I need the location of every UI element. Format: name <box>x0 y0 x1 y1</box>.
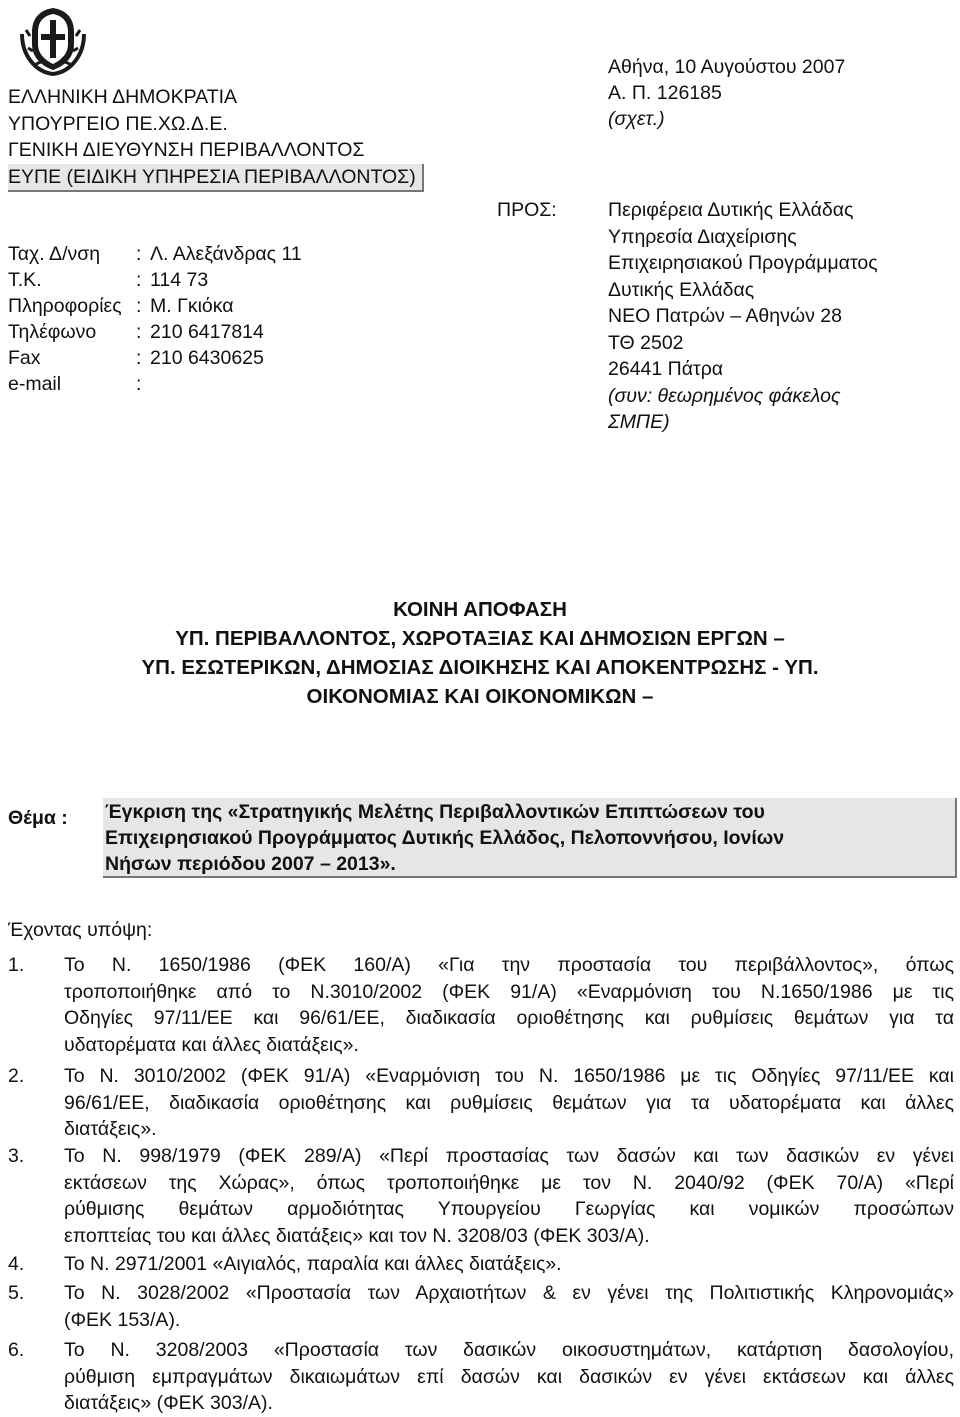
item-line: Το Ν. 2971/2001 «Αιγιαλός, παραλία και άλλες διατάξεις». <box>64 1253 562 1275</box>
greek-coat-of-arms-emblem <box>16 4 90 78</box>
header-line-service: ΕΥΠΕ (ΕΙΔΙΚΗ ΥΠΗΡΕΣΙΑ ΠΕΡΙΒΑΛΛΟΝΤΟΣ) <box>8 164 424 193</box>
item-line: Το Ν. 3028/2002 «Προστασία των Αρχαιοτήτων & εν γένει της Πολιτιστικής Κληρονομιάς» <box>64 1282 954 1304</box>
item-line: Το Ν. 1650/1986 (ΦΕΚ 160/Α) «Για την προστασία του περιβάλλοντος», όπως <box>64 954 954 976</box>
header-line-republic: ΕΛΛΗΝΙΚΗ ΔΗΜΟΚΡΑΤΙΑ <box>8 86 238 108</box>
addressee-line: ΤΘ 2502 <box>608 331 684 354</box>
item-number: 3. <box>8 1145 25 1167</box>
item-line: Το Ν. 998/1979 (ΦΕΚ 289/Α) «Περί προστασίας των δασών και των δασικών εν γένει <box>64 1145 954 1167</box>
contact-row: Ταχ. Δ/νση : Λ. Αλεξάνδρας 11 <box>8 243 302 265</box>
item-line: διατάξεις». <box>64 1118 157 1140</box>
item-number: 5. <box>8 1282 25 1304</box>
place-date: Αθήνα, 10 Αυγούστου 2007 <box>608 56 846 78</box>
decision-title <box>0 595 960 711</box>
item-line: Το Ν. 3208/2003 «Προστασία των δασικών οικοσυστημάτων, κατάρτιση δασολογίου, <box>64 1339 954 1361</box>
item-line: Το Ν. 3010/2002 (ΦΕΚ 91/Α) «Εναρμόνιση του Ν. 1650/1986 με τις Οδηγίες 97/11/ΕΕ και <box>64 1065 954 1087</box>
subject-box <box>103 798 957 878</box>
header-line-directorate: ΓΕΝΙΚΗ ΔΙΕΥΘΥΝΣΗ ΠΕΡΙΒΑΛΛΟΝΤΟΣ <box>8 139 365 161</box>
document-meta <box>608 54 845 132</box>
item-number: 2. <box>8 1065 25 1087</box>
contact-value: 114 73 <box>150 269 209 291</box>
to-label: ΠΡΟΣ: <box>497 199 557 221</box>
addressee-line: ΣΜΠΕ) <box>608 411 670 433</box>
item-line: τροποποιήθηκε από το Ν.3010/2002 (ΦΕΚ 91/Α) «Εναρμόνιση του Ν.1650/1986 με τις <box>64 980 954 1003</box>
item-line: ρύθμισης θεμάτων αρμοδιότητας Υπουργείου Γεωργίας και νομικών προσώπων <box>64 1198 954 1220</box>
addressee-block <box>608 197 878 436</box>
contact-key: Ταχ. Δ/νση <box>8 243 101 265</box>
item-line: Οδηγίες 97/11/ΕΕ και 96/61/ΕΕ, διαδικασία οριοθέτησης και ρυθμίσεις θεμάτων για τα <box>64 1007 954 1029</box>
title-line: ΟΙΚΟΝΟΜΙΑΣ ΚΑΙ ΟΙΚΟΝΟΜΙΚΩΝ – <box>306 685 654 708</box>
subject-line: Έγκριση της «Στρατηγικής Μελέτης Περιβαλλοντικών Επιπτώσεων του <box>105 801 765 823</box>
contact-key: Τ.Κ. <box>8 269 42 291</box>
addressee-line: Επιχειρησιακού Προγράμματος <box>608 252 878 274</box>
contact-details <box>8 241 408 397</box>
item-number: 6. <box>8 1339 25 1361</box>
title-line: ΥΠ. ΠΕΡΙΒΑΛΛΟΝΤΟΣ, ΧΩΡΟΤΑΞΙΑΣ ΚΑΙ ΔΗΜΟΣΙΩΝ ΕΡΓΩΝ – <box>175 627 785 650</box>
title-line: ΥΠ. ΕΣΩΤΕΡΙΚΩΝ, ΔΗΜΟΣΙΑΣ ΔΙΟΙΚΗΣΗΣ ΚΑΙ ΑΠΟΚΕΝΤΡΩΣΗΣ - ΥΠ. <box>141 656 819 679</box>
protocol-number: Α. Π. 126185 <box>608 82 722 104</box>
addressee-line: 26441 Πάτρα <box>608 358 724 380</box>
contact-value: 210 6417814 <box>150 321 264 343</box>
header-line-ministry: ΥΠΟΥΡΓΕΙΟ ΠΕ.ΧΩ.Δ.Ε. <box>8 112 228 135</box>
contact-row: Τ.Κ. : 114 73 <box>8 269 209 291</box>
title-line: ΚΟΙΝΗ ΑΠΟΦΑΣΗ <box>393 598 567 621</box>
issuer-header <box>8 84 428 192</box>
item-line: ρύθμιση εμπραγμάτων δικαιωμάτων επί δασών και δασικών εν γένει εκτάσεων και άλλες <box>64 1365 954 1388</box>
item-line: εποπτείας του και άλλες διατάξεις» και τον Ν. 3208/03 (ΦΕΚ 303/Α). <box>64 1224 650 1247</box>
addressee-line: Δυτικής Ελλάδας <box>608 278 755 301</box>
contact-row: e-mail : <box>8 373 142 395</box>
contact-row: Τηλέφωνο : 210 6417814 <box>8 321 264 343</box>
subject-line: Νήσων περιόδου 2007 – 2013». <box>105 853 396 875</box>
contact-key: e-mail <box>8 373 62 395</box>
considering-heading: Έχοντας υπόψη: <box>8 919 153 941</box>
contact-key: Τηλέφωνο <box>8 321 97 343</box>
subject-label: Θέμα : <box>8 807 68 829</box>
addressee-line: Περιφέρεια Δυτικής Ελλάδας <box>608 199 854 221</box>
addressee-line: ΝΕΟ Πατρών – Αθηνών 28 <box>608 305 842 327</box>
reference-note: (σχετ.) <box>608 108 665 130</box>
subject-line: Επιχειρησιακού Προγράμματος Δυτικής Ελλάδος, Πελοποννήσου, Ιονίων <box>105 827 785 849</box>
addressee-line: (συν: θεωρημένος φάκελος <box>608 384 841 407</box>
item-line: (ΦΕΚ 153/Α). <box>64 1308 181 1331</box>
contact-row: Πληροφορίες : Μ. Γκιόκα <box>8 295 234 317</box>
item-line: διατάξεις» (ΦΕΚ 303/Α). <box>64 1392 273 1414</box>
contact-key: Fax <box>8 347 41 369</box>
item-number: 4. <box>8 1253 25 1275</box>
contact-key: Πληροφορίες <box>8 295 122 317</box>
item-number: 1. <box>8 954 25 976</box>
addressee-line: Υπηρεσία Διαχείρισης <box>608 225 797 248</box>
item-line: 96/61/ΕΕ, διαδικασία οριοθέτησης και ρυθμίσεις θεμάτων για τα υδατορέματα και άλλες <box>64 1091 954 1114</box>
item-line: υδατορέματα και άλλες διατάξεις». <box>64 1033 359 1056</box>
item-line: εκτάσεων της Χώρας», όπως τροποποιήθηκε με τον Ν. 2040/92 (ΦΕΚ 70/Α) «Περί <box>64 1171 954 1194</box>
contact-value: Λ. Αλεξάνδρας 11 <box>150 243 302 265</box>
contact-value: 210 6430625 <box>150 347 264 369</box>
contact-value: Μ. Γκιόκα <box>150 295 234 317</box>
contact-row: Fax : 210 6430625 <box>8 347 264 369</box>
